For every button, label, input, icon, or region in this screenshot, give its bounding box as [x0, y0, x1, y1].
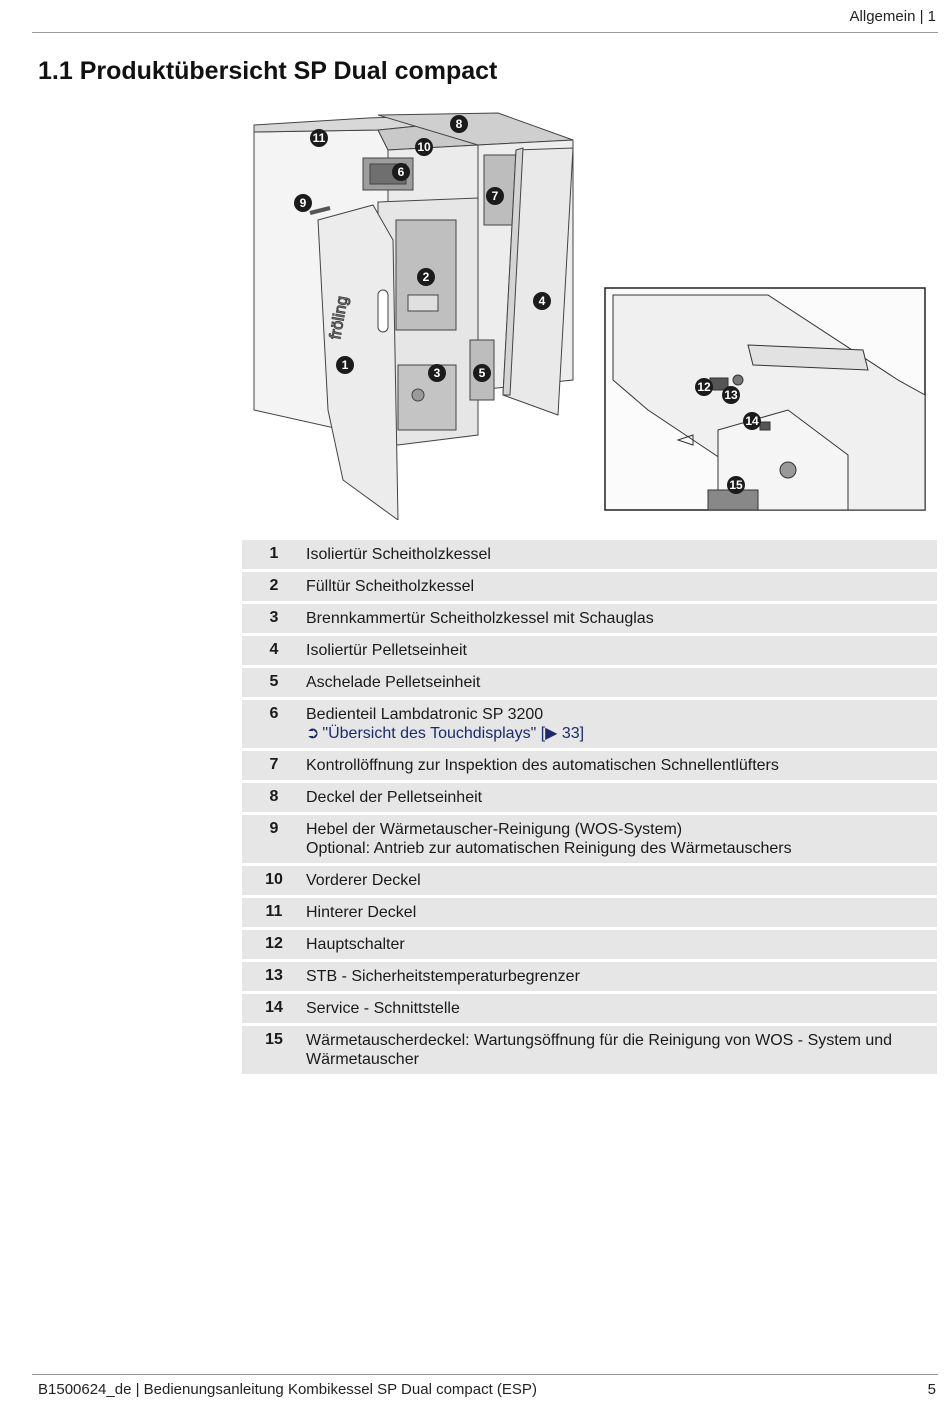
cross-reference-link[interactable] — [306, 724, 927, 743]
legend-row — [242, 604, 937, 633]
legend-row — [242, 572, 937, 601]
legend-row — [242, 700, 937, 748]
callout-12 — [695, 378, 713, 396]
callout-7 — [486, 187, 504, 205]
legend-row — [242, 1026, 937, 1074]
legend-text: Hauptschalter — [306, 936, 405, 953]
callout-5 — [473, 364, 491, 382]
legend-number: 4 — [269, 641, 279, 658]
legend-table — [242, 537, 937, 1077]
callout-10 — [415, 138, 433, 156]
legend-row — [242, 930, 937, 959]
callout-14 — [743, 412, 761, 430]
svg-text:2: 2 — [422, 270, 430, 284]
legend-row — [242, 636, 937, 665]
callout-3 — [428, 364, 446, 382]
legend-text: Isoliertür Scheitholzkessel — [306, 546, 491, 563]
legend-text: Hebel der Wärmetauscher-Reinigung (WOS-System) — [306, 821, 683, 838]
cross-reference-text: "Übersicht des Touchdisplays" [▶ 33] — [322, 725, 585, 742]
svg-text:15: 15 — [729, 478, 743, 492]
footer-divider — [32, 1374, 938, 1375]
arrow-right-icon: ➲ — [306, 725, 320, 742]
svg-text:1: 1 — [341, 358, 349, 372]
callout-6 — [392, 163, 410, 181]
callout-13 — [722, 386, 740, 404]
header-divider — [32, 32, 938, 33]
legend-text: Aschelade Pelletseinheit — [306, 674, 481, 691]
legend-text: Fülltür Scheitholzkessel — [306, 578, 475, 595]
legend-number: 11 — [265, 903, 283, 920]
legend-row — [242, 783, 937, 812]
legend-text: Kontrollöffnung zur Inspektion des automatischen Schnellentlüfters — [306, 757, 779, 774]
svg-text:9: 9 — [299, 196, 307, 210]
legend-number: 5 — [269, 673, 279, 690]
legend-number: 9 — [269, 820, 279, 837]
legend-number: 2 — [269, 577, 279, 594]
legend-number: 12 — [265, 935, 283, 952]
legend-row — [242, 540, 937, 569]
footer-document: B1500624_de | Bedienungsanleitung Kombikessel SP Dual compact (ESP) — [38, 1381, 537, 1398]
legend-text: Isoliertür Pelletseinheit — [306, 642, 467, 659]
legend-text-secondary: Wärmetauscher — [306, 1051, 419, 1068]
callout-11 — [310, 129, 328, 147]
boiler-illustration — [248, 110, 938, 520]
header-section: Allgemein | 1 — [849, 8, 936, 25]
svg-text:5: 5 — [478, 366, 486, 380]
legend-text: STB - Sicherheitstemperaturbegrenzer — [306, 968, 580, 985]
legend-text-secondary: Optional: Antrieb zur automatischen Reinigung des Wärmetauschers — [306, 840, 792, 857]
brand-logo: fröling — [327, 294, 352, 341]
detail-inset — [605, 288, 925, 510]
legend-text: Brennkammertür Scheitholzkessel mit Schauglas — [306, 610, 654, 627]
legend-text: Deckel der Pelletseinheit — [306, 789, 483, 806]
svg-text:4: 4 — [538, 294, 546, 308]
legend-number: 8 — [269, 788, 279, 805]
svg-text:8: 8 — [455, 117, 463, 131]
legend-number: 14 — [265, 999, 283, 1016]
callout-15 — [727, 476, 745, 494]
legend-row — [242, 994, 937, 1023]
legend-text: Vorderer Deckel — [306, 872, 421, 889]
product-figure — [248, 110, 938, 520]
legend-text: Bedienteil Lambdatronic SP 3200 — [306, 706, 544, 723]
callout-8 — [450, 115, 468, 133]
legend-row — [242, 668, 937, 697]
legend-number: 1 — [269, 545, 279, 562]
legend-number: 15 — [265, 1031, 283, 1048]
legend-number: 6 — [269, 705, 279, 722]
svg-text:7: 7 — [491, 189, 499, 203]
callout-9 — [294, 194, 312, 212]
legend-text: Hinterer Deckel — [306, 904, 417, 921]
callout-1 — [336, 356, 354, 374]
legend-text: Service - Schnittstelle — [306, 1000, 460, 1017]
svg-text:11: 11 — [312, 131, 326, 145]
legend-row — [242, 751, 937, 780]
callout-4 — [533, 292, 551, 310]
legend-text: Wärmetauscherdeckel: Wartungsöffnung für die Reinigung von WOS - System und — [306, 1032, 893, 1049]
legend-number: 13 — [265, 967, 283, 984]
legend-row — [242, 815, 937, 863]
legend-row — [242, 962, 937, 991]
legend-number: 10 — [265, 871, 283, 888]
callout-2 — [417, 268, 435, 286]
page-title: 1.1 Produktübersicht SP Dual compact — [38, 57, 498, 85]
legend-row — [242, 866, 937, 895]
svg-text:12: 12 — [697, 380, 711, 394]
page-number: 5 — [927, 1381, 936, 1398]
legend-row — [242, 898, 937, 927]
svg-text:10: 10 — [417, 140, 431, 154]
svg-text:3: 3 — [433, 366, 441, 380]
legend-number: 7 — [269, 756, 279, 773]
svg-text:14: 14 — [745, 414, 759, 428]
insulation-door-wood — [318, 205, 398, 520]
legend-number: 3 — [269, 609, 279, 626]
svg-text:6: 6 — [397, 165, 405, 179]
svg-text:13: 13 — [724, 388, 738, 402]
